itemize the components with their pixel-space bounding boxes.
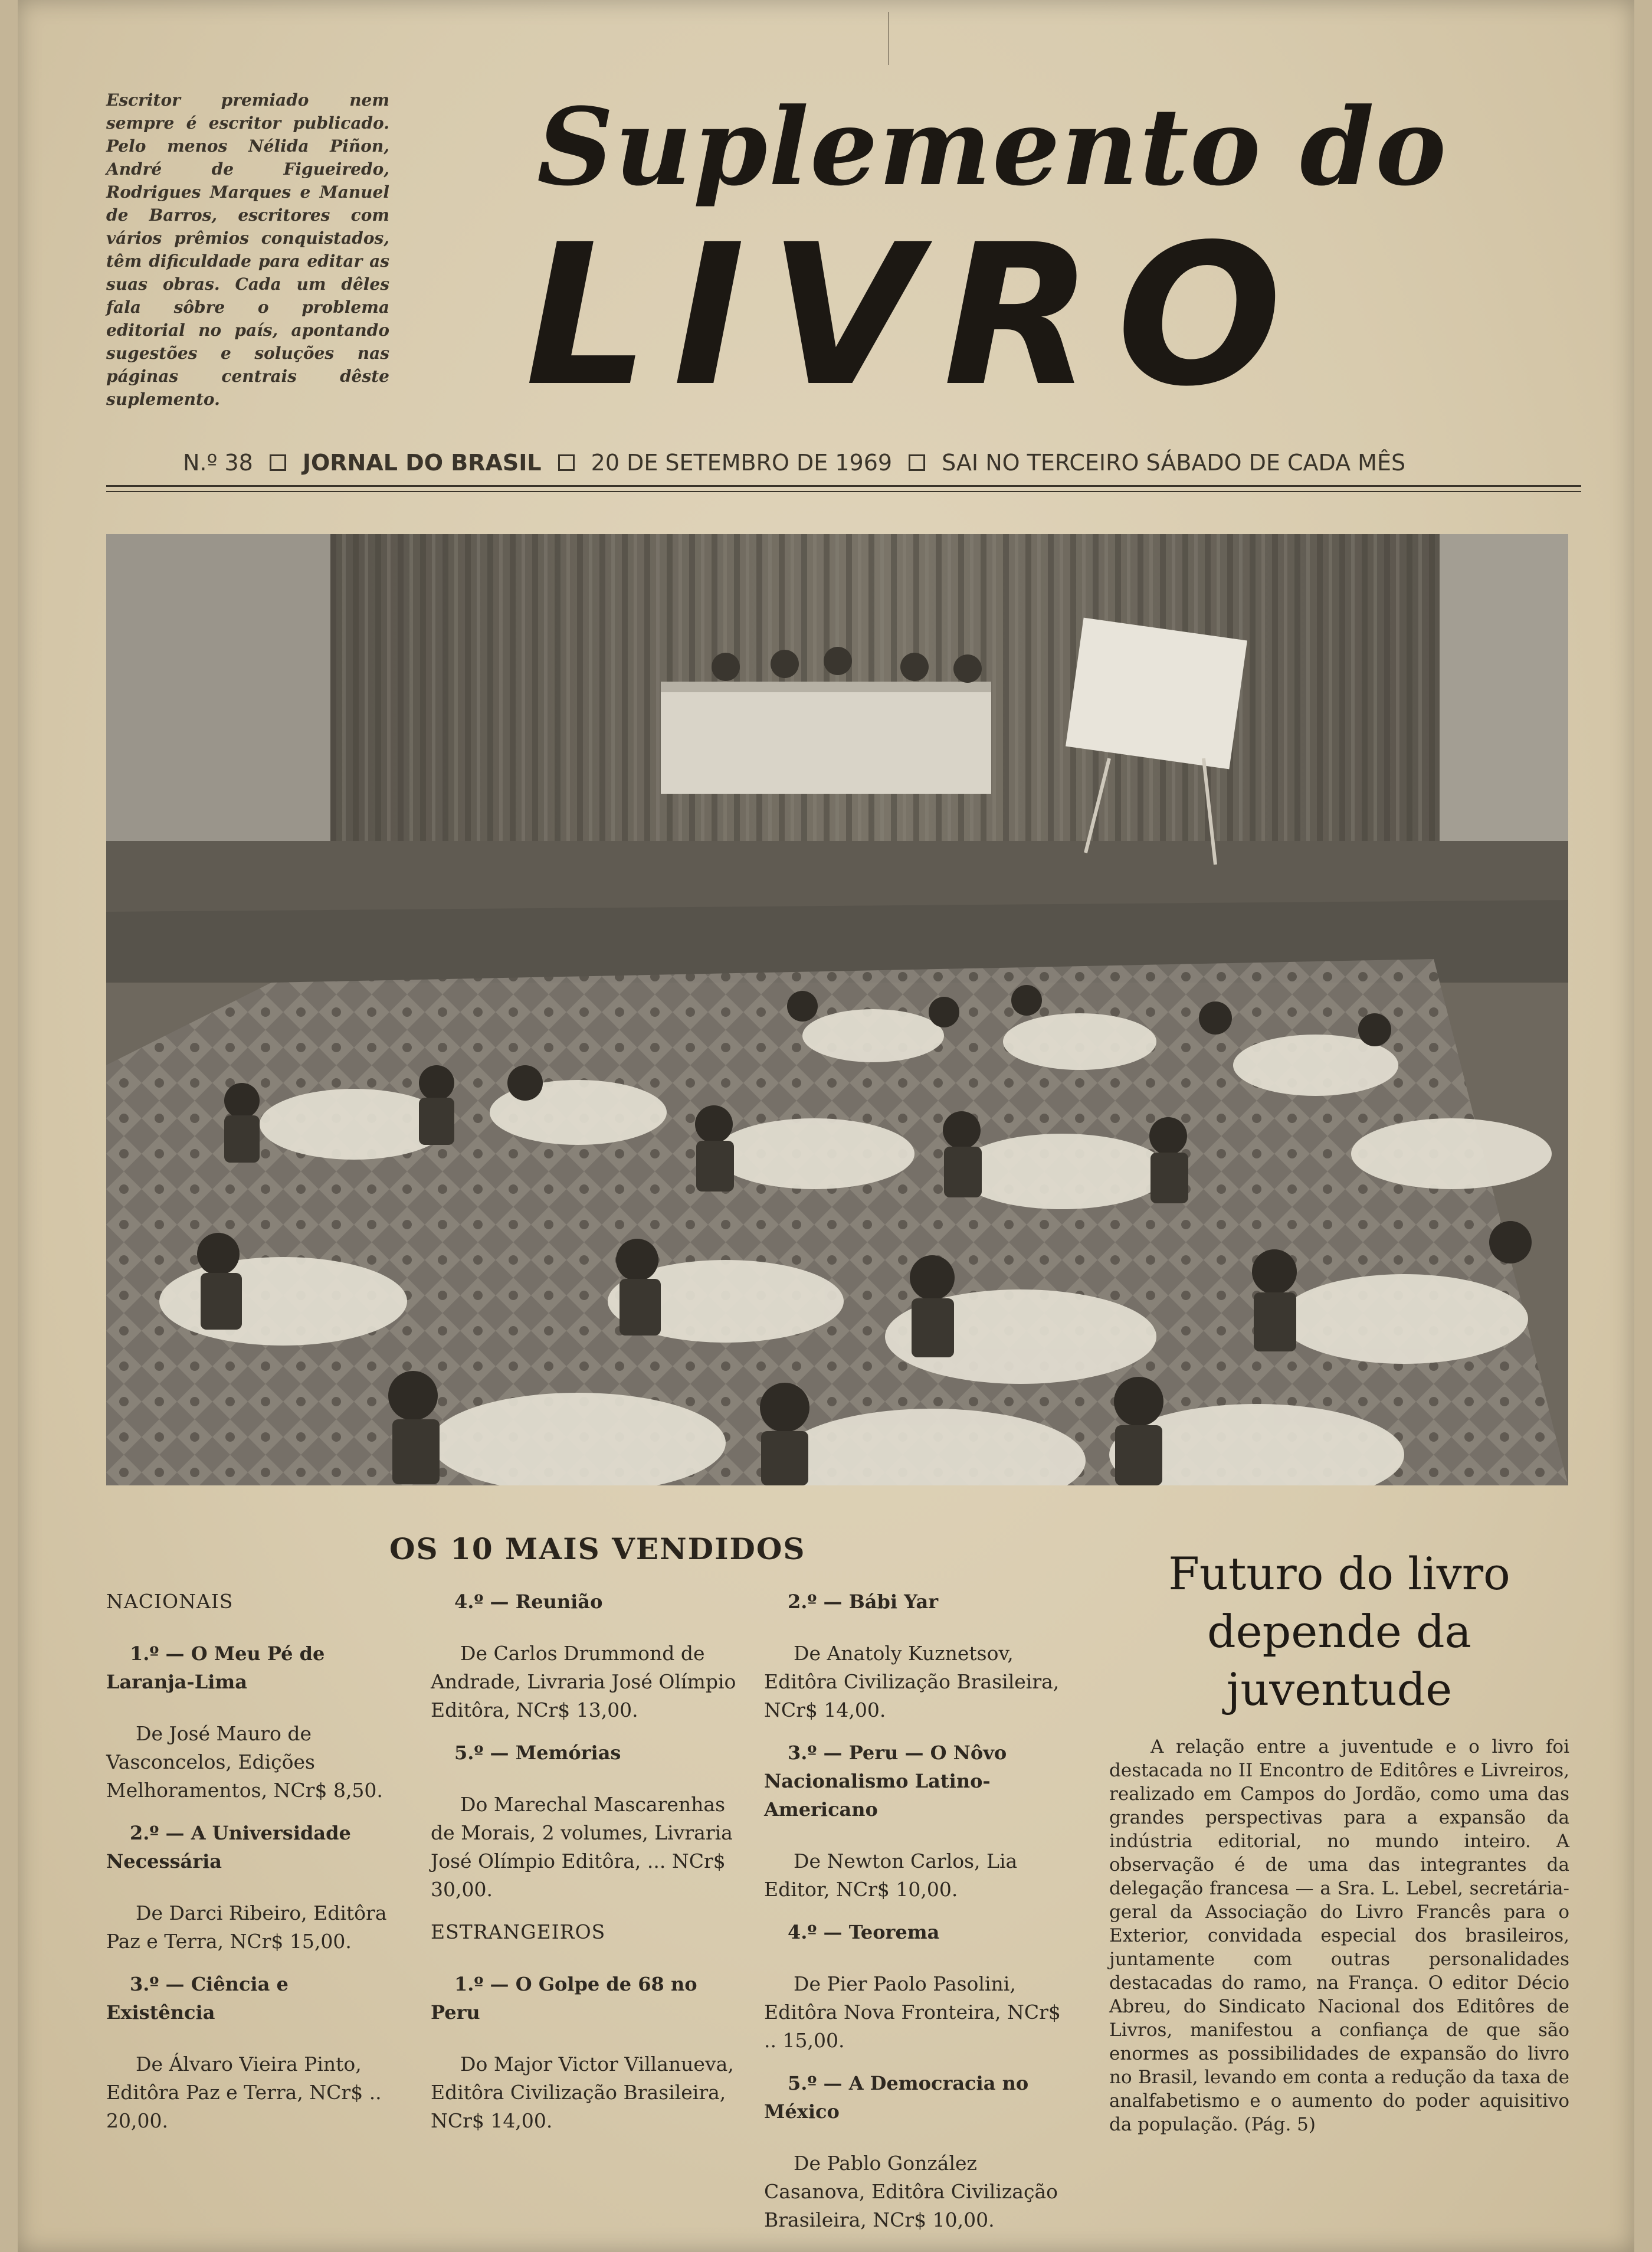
feature-article [1109, 1545, 1569, 2136]
book-details: De Pier Paolo Pasolini, Editôra Nova Fronteira, NCr$ .. 15,00. [764, 1972, 1061, 2052]
book-title: 2.º — A Universidade Necessária [106, 1822, 351, 1873]
list-item [764, 1739, 1065, 1904]
separator-box-icon [558, 454, 575, 471]
book-details: De Anatoly Kuznetsov, Editôra Civilização Brasileira, NCr$ 14,00. [764, 1642, 1060, 1721]
list-item [764, 2069, 1065, 2234]
publication-frequency: SAI NO TERCEIRO SÁBADO DE CADA MÊS [942, 450, 1406, 476]
separator-box-icon [909, 454, 925, 471]
list-item [431, 1739, 738, 1904]
separator-box-icon [270, 454, 286, 471]
book-details: De Carlos Drummond de Andrade, Livraria José Olímpio Editôra, NCr$ 13,00. [431, 1642, 736, 1721]
fold-crease [888, 12, 889, 65]
book-title: 3.º — Peru — O Nôvo Nacionalismo Latino-Americano [764, 1742, 1007, 1821]
book-title: 5.º — Memórias [454, 1742, 621, 1764]
masthead-line-1: Suplemento do [537, 85, 1448, 210]
book-title: 4.º — Teorema [788, 1921, 940, 1943]
book-title: 5.º — A Democracia no México [764, 2072, 1029, 2123]
section-label-estrangeiros: ESTRANGEIROS [431, 1920, 606, 1943]
book-details: Do Marechal Mascarenhas de Morais, 2 volumes, Livraria José Olímpio Editôra, ... NCr$ 30,00. [431, 1793, 733, 1901]
list-item [106, 1819, 401, 1956]
bestsellers-column-2 [431, 1587, 738, 2149]
book-title: 1.º — O Meu Pé de Laranja-Lima [106, 1642, 325, 1693]
newspaper-page [18, 0, 1634, 2252]
book-title: 3.º — Ciência e Existência [106, 1973, 289, 2024]
book-details: De Darci Ribeiro, Editôra Paz e Terra, NCr$ 15,00. [106, 1901, 387, 1953]
masthead-line-2: LIVRO [525, 202, 1306, 429]
issue-date: 20 DE SETEMBRO DE 1969 [591, 450, 893, 476]
article-body: A relação entre a juventude e o livro foi destacada no II Encontro de Editôres e Livreiros, realizado em Campos do Jordão, como uma das grandes perspectivas para a expansão da indústria editorial, no mundo inteiro. A observação é de uma das integrantes da delegação francesa — a Sra. L. Lebel, secretária-geral da Associação do Livro Francês para o Exterior, convidada especial dos brasileiros, juntamente com outras personalidades destacadas do ramo, na França. O editor Décio Abreu, do Sindicato Nacional dos Editôres de Livros, manifestou a confiança de que são enormes as possibilidades de expansão do livro no Brasil, levando em conta a redução da taxa de analfabetismo e o aumento do poder aquisitivo da população. (Pág. 5) [1109, 1736, 1569, 2135]
book-details: Do Major Victor Villanueva, Editôra Civilização Brasileira, NCr$ 14,00. [431, 2053, 734, 2132]
list-item [431, 1970, 738, 2135]
conference-photo [106, 534, 1568, 1485]
article-headline: Futuro do livro depende da juventude [1168, 1547, 1510, 1716]
book-title: 4.º — Reunião [454, 1590, 603, 1613]
book-title: 1.º — O Golpe de 68 no Peru [431, 1973, 697, 2024]
book-details: De Álvaro Vieira Pinto, Editôra Paz e Terra, NCr$ .. 20,00. [106, 2053, 382, 2132]
paper-name: JORNAL DO BRASIL [302, 450, 542, 476]
book-title: 2.º — Bábi Yar [788, 1590, 939, 1613]
bestsellers-title: OS 10 MAIS VENDIDOS [389, 1531, 806, 1566]
dateline [106, 444, 1581, 487]
book-details: De José Mauro de Vasconcelos, Edições Melhoramentos, NCr$ 8,50. [106, 1722, 383, 1802]
book-details: De Newton Carlos, Lia Editor, NCr$ 10,00. [764, 1850, 1018, 1901]
book-details: De Pablo González Casanova, Editôra Civilização Brasileira, NCr$ 10,00. [764, 2152, 1058, 2231]
list-item [106, 1970, 401, 2135]
list-item [764, 1587, 1065, 1724]
section-label-nacionais: NACIONAIS [106, 1590, 234, 1613]
dateline-rule [106, 491, 1581, 492]
bestsellers-column-3 [764, 1587, 1065, 2248]
list-item [106, 1639, 401, 1805]
list-item [764, 1918, 1065, 2055]
front-page-blurb: Escritor premiado nem sempre é escritor publicado. Pelo menos Nélida Piñon, André de Figueiredo, Rodrigues Marques e Manuel de Barros, escritores com vários prêmios conquistados, têm dificuldade para editar as suas obras. Cada um dêles fala sôbre o problema editorial no país, apontando sugestões e soluções nas páginas centrais dêste suplemento. [106, 90, 389, 409]
list-item [431, 1587, 738, 1724]
issue-number: N.º 38 [183, 450, 253, 476]
bestsellers-column-1 [106, 1587, 401, 2149]
